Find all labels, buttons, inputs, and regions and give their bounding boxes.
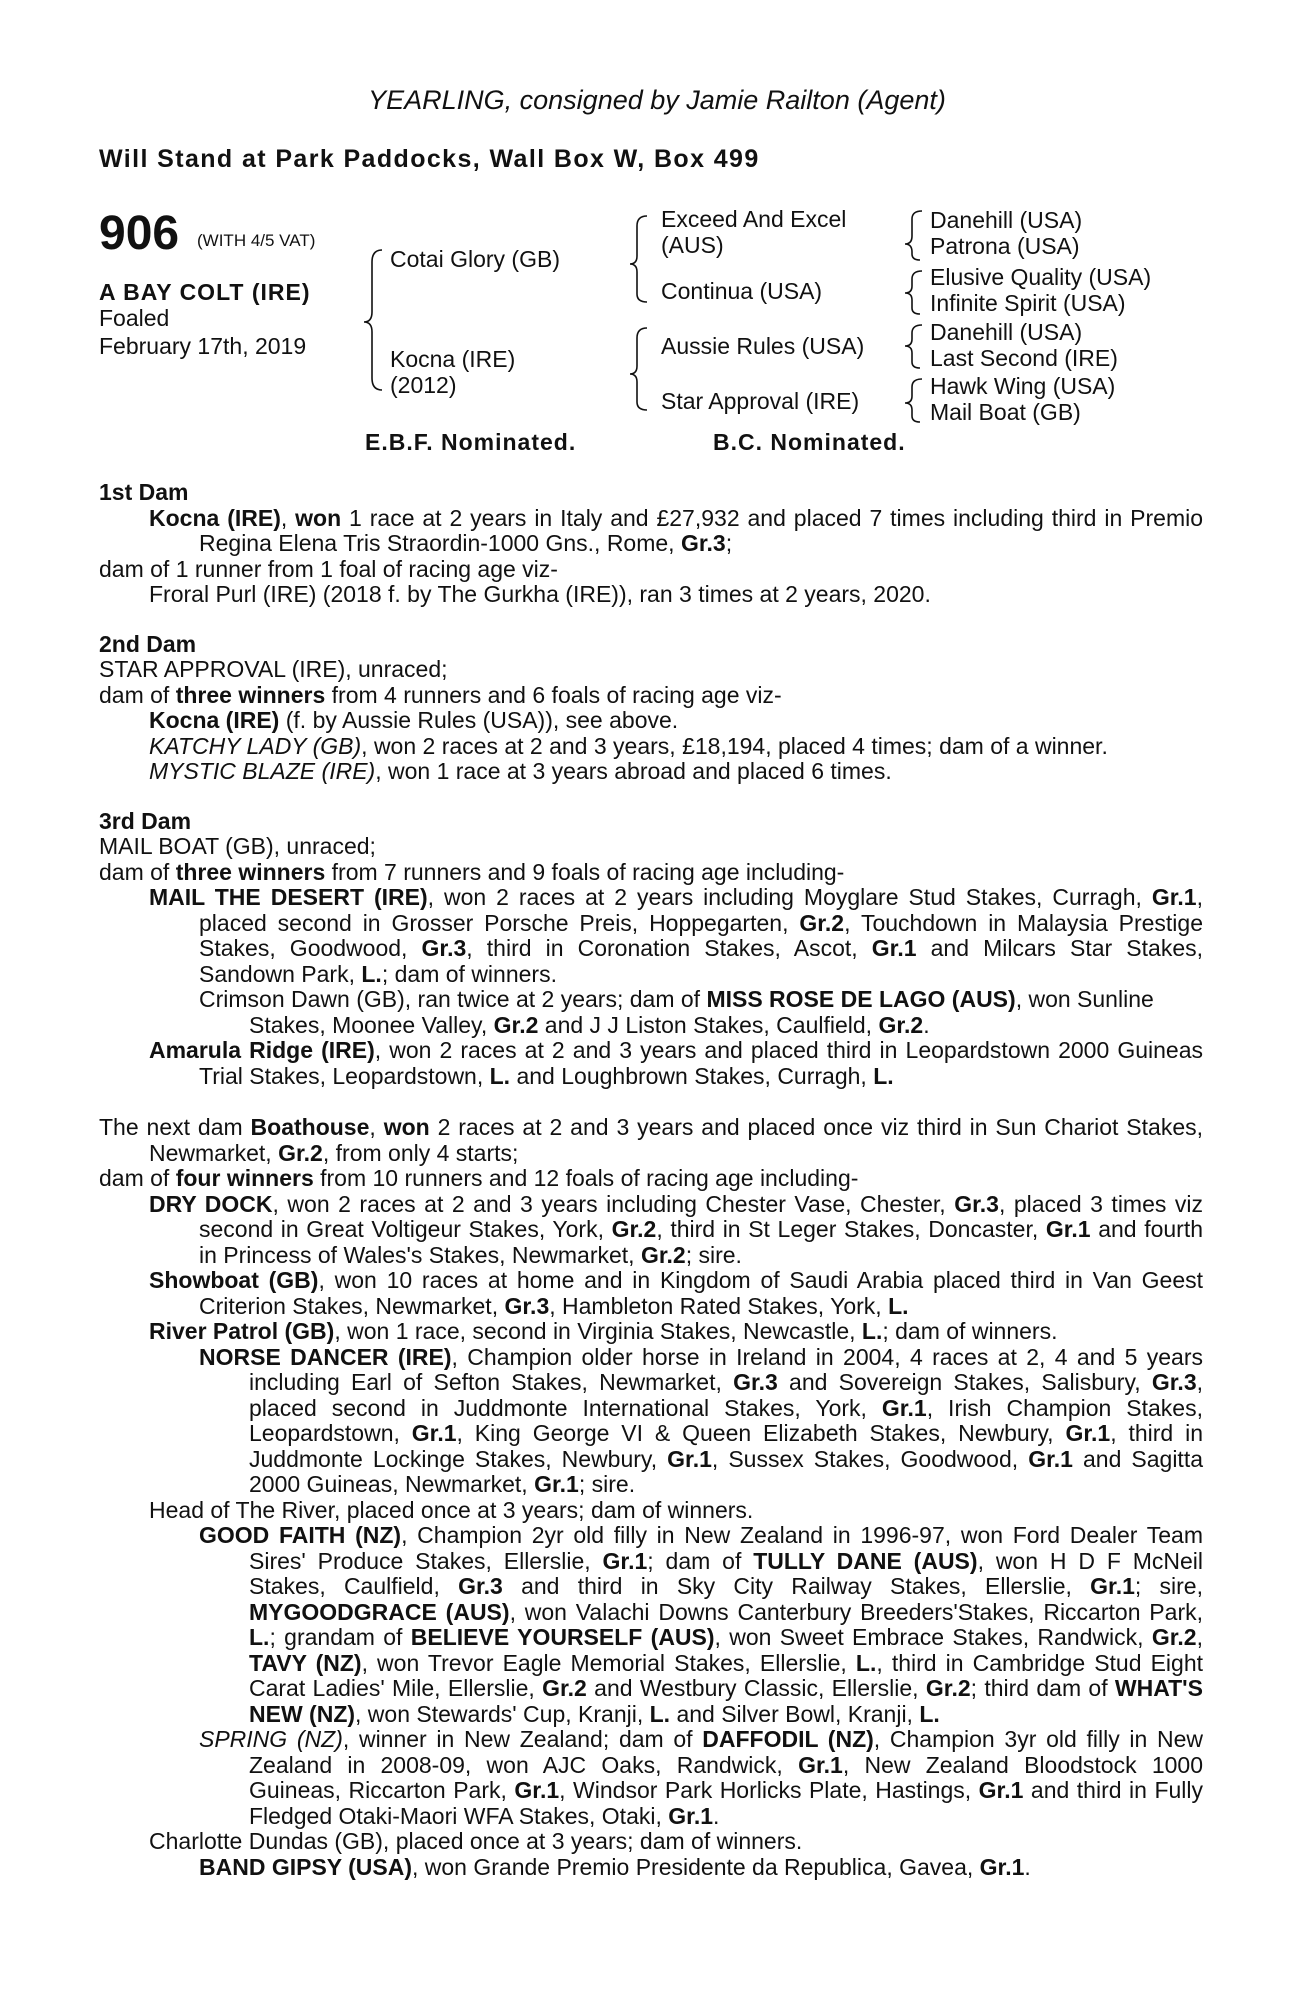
bracket-dam: [630, 328, 647, 410]
dam-dam: Star Approval (IRE): [661, 388, 860, 414]
third-dam-section: [99, 809, 1203, 1090]
third-dam-name: MAIL BOAT (GB), unraced;: [99, 833, 376, 859]
produce-kocna: Kocna (IRE) (f. by Aussie Rules (USA)), see above.: [149, 707, 679, 733]
produce-mail-the-desert: MAIL THE DESERT (IRE), won 2 races at 2 years including Moyglare Stud Stakes, Curragh, Gr.1, placed second in Grosser Porsche Preis, Hoppegarten, Gr.2, Touchdown in Malaysia Prestige Stakes, Goodwood, Gr.3, third in Coronation Stakes, Ascot, Gr.1 and Milcars Star Stakes, Sandown Park, L.; dam of winners.: [149, 884, 1203, 987]
bracket-sire: [630, 216, 647, 302]
next-dam-produce: dam of four winners from 10 runners and 12 foals of racing age including-: [99, 1165, 859, 1191]
first-dam-section: [99, 480, 1203, 608]
produce-katchy: KATCHY LADY (GB), won 2 races at 2 and 3 years, £18,194, placed 4 times; dam of a winner.: [149, 732, 1108, 759]
sire-sire: Exceed And Excel: [661, 206, 847, 232]
foaled-date: February 17th, 2019: [99, 333, 307, 359]
bracket-ds: [905, 325, 922, 368]
lot-number: 906: [99, 207, 180, 260]
gg-sss: Danehill (USA): [930, 207, 1083, 233]
produce-good-faith: GOOD FAITH (NZ), Champion 2yr old filly in New Zealand in 1996-97, won Ford Dealer Team Sires' Produce Stakes, Ellerslie, Gr.1; dam of TULLY DANE (AUS), won H D F McNeil Stakes, Caulfield, Gr.3 and third in Sky City Railway Stakes, Ellerslie, Gr.1; sire, MYGOODGRACE (AUS), won Valachi Downs Canterbury Breeders'Stakes, Riccarton Park, L.; grandam of BELIEVE YOURSELF (AUS), won Sweet Embrace Stakes, Randwick, Gr.2, TAVY (NZ), won Trevor Eagle Memorial Stakes, Ellerslie, L., third in Cambridge Stud Eight Carat Ladies' Mile, Ellerslie, Gr.2 and Westbury Classic, Ellerslie, Gr.2; third dam of WHAT'S NEW (NZ), won Stewards' Cup, Kranji, L. and Silver Bowl, Kranji, L.: [199, 1522, 1204, 1727]
consignment-line: YEARLING, consigned by Jamie Railton (Agent): [368, 85, 946, 115]
lot-name: A BAY COLT (IRE): [99, 279, 311, 305]
second-dam-produce: dam of three winners from 4 runners and 6 foals of racing age viz-: [99, 681, 782, 708]
produce-amarula-ridge: Amarula Ridge (IRE), won 2 races at 2 and 3 years and placed third in Leopardstown 2000 Guineas Trial Stakes, Leopardstown, L. and Loughbrown Stakes, Curragh, L.: [149, 1037, 1204, 1089]
first-dam-record: Kocna (IRE), won 1 race at 2 years in Italy and £27,932 and placed 7 times including third in Premio Regina Elena Tris Straordin-1000 Gns., Rome, Gr.3;: [149, 504, 1204, 556]
ebf-nomination: E.B.F. Nominated.: [365, 429, 577, 455]
stand-location: Will Stand at Park Paddocks, Wall Box W, Box 499: [99, 145, 760, 173]
second-dam-name: STAR APPROVAL (IRE), unraced;: [99, 656, 448, 682]
first-dam-foal: Froral Purl (IRE) (2018 f. by The Gurkha (IRE)), ran 3 times at 2 years, 2020.: [149, 581, 931, 607]
produce-band-gipsy: BAND GIPSY (USA), won Grande Premio Presidente da Republica, Gavea, Gr.1.: [199, 1853, 1031, 1880]
produce-charlotte-dundas: Charlotte Dundas (GB), placed once at 3 years; dam of winners.: [149, 1828, 803, 1854]
bracket-sd: [905, 271, 922, 314]
produce-spring: SPRING (NZ), winner in New Zealand; dam of DAFFODIL (NZ), Champion 3yr old filly in New Zealand in 2008-09, won AJC Oaks, Randwick, Gr.1, New Zealand Bloodstock 1000 Guineas, Riccarton Park, Gr.1, Windsor Park Horlicks Plate, Hastings, Gr.1 and third in Fully Fledged Otaki-Maori WFA Stakes, Otaki, Gr.1.: [199, 1726, 1204, 1829]
dam-sire: Aussie Rules (USA): [661, 333, 865, 359]
won-label: won: [295, 504, 342, 531]
first-dam-produce: dam of 1 runner from 1 foal of racing age viz-: [99, 555, 558, 582]
vat-note: (WITH 4/5 VAT): [197, 231, 316, 250]
first-dam-heading: 1st Dam: [99, 479, 189, 505]
sire-name: Cotai Glory (GB): [390, 246, 560, 272]
foaled-label: Foaled: [99, 305, 170, 331]
dam-name: Kocna (IRE): [390, 346, 516, 372]
third-dam-heading: 3rd Dam: [99, 807, 192, 834]
gg-dsd: Last Second (IRE): [930, 345, 1118, 371]
bracket-ss: [905, 211, 922, 260]
dam-year: (2012): [390, 372, 457, 398]
pedigree-brackets: [0, 0, 1314, 480]
third-dam-produce: dam of three winners from 7 runners and 9 foals of racing age including-: [99, 858, 845, 885]
bracket-main: [364, 250, 382, 390]
bc-nomination: B.C. Nominated.: [713, 429, 906, 455]
produce-dry-dock: DRY DOCK, won 2 races at 2 and 3 years including Chester Vase, Chester, Gr.3, placed 3 times viz second in Great Voltigeur Stakes, York, Gr.2, third in St Leger Stakes, Doncaster, Gr.1 and fourth in Princess of Wales's Stakes, Newmarket, Gr.2; sire.: [149, 1190, 1204, 1268]
produce-norse-dancer: NORSE DANCER (IRE), Champion older horse in Ireland in 2004, 4 races at 2, 4 and 5 years including Earl of Sefton Stakes, Newmarket, Gr.3 and Sovereign Stakes, Salisbury, Gr.3, placed second in Juddmonte International Stakes, York, Gr.1, Irish Champion Stakes, Leopardstown, Gr.1, King George VI & Queen Elizabeth Stakes, Newbury, Gr.1, third in Juddmonte Lockinge Stakes, Newbury, Gr.1, Sussex Stakes, Goodwood, Gr.1 and Sagitta 2000 Guineas, Newmarket, Gr.1; sire.: [199, 1343, 1204, 1497]
gg-dds: Hawk Wing (USA): [930, 373, 1116, 399]
catalogue-body: [99, 480, 1203, 1880]
sire-sire-country: (AUS): [661, 232, 724, 258]
horse-name: Kocna (IRE): [149, 504, 281, 531]
produce-river-patrol: River Patrol (GB), won 1 race, second in Virginia Stakes, Newcastle, L.; dam of winners.: [149, 1318, 1058, 1344]
produce-showboat: Showboat (GB), won 10 races at home and in Kingdom of Saudi Arabia placed third in Van Geest Criterion Stakes, Newmarket, Gr.3, Hambleton Rated Stakes, York, L.: [149, 1267, 1204, 1319]
next-dam-record: The next dam Boathouse, won 2 races at 2 and 3 years and placed once viz third in Sun Chariot Stakes, Newmarket, Gr.2, from only 4 starts;: [99, 1114, 1203, 1166]
gg-sdd: Infinite Spirit (USA): [930, 290, 1126, 316]
gg-ssd: Patrona (USA): [930, 233, 1080, 259]
produce-crimson-dawn: Crimson Dawn (GB), ran twice at 2 years; dam of MISS ROSE DE LAGO (AUS), won Sunline Stakes, Moonee Valley, Gr.2 and J J Liston Stakes, Caulfield, Gr.2.: [199, 986, 1154, 1038]
gg-ddd: Mail Boat (GB): [930, 399, 1081, 425]
second-dam-section: [99, 632, 1203, 785]
gg-sds: Elusive Quality (USA): [930, 264, 1152, 290]
bracket-dd: [905, 379, 922, 422]
produce-head-of-the-river: Head of The River, placed once at 3 years; dam of winners.: [149, 1496, 754, 1523]
next-dam-section: [99, 1115, 1203, 1880]
second-dam-heading: 2nd Dam: [99, 630, 197, 657]
sire-dam: Continua (USA): [661, 278, 823, 304]
gg-dss: Danehill (USA): [930, 319, 1083, 345]
produce-mystic: MYSTIC BLAZE (IRE), won 1 race at 3 years abroad and placed 6 times.: [149, 758, 892, 784]
